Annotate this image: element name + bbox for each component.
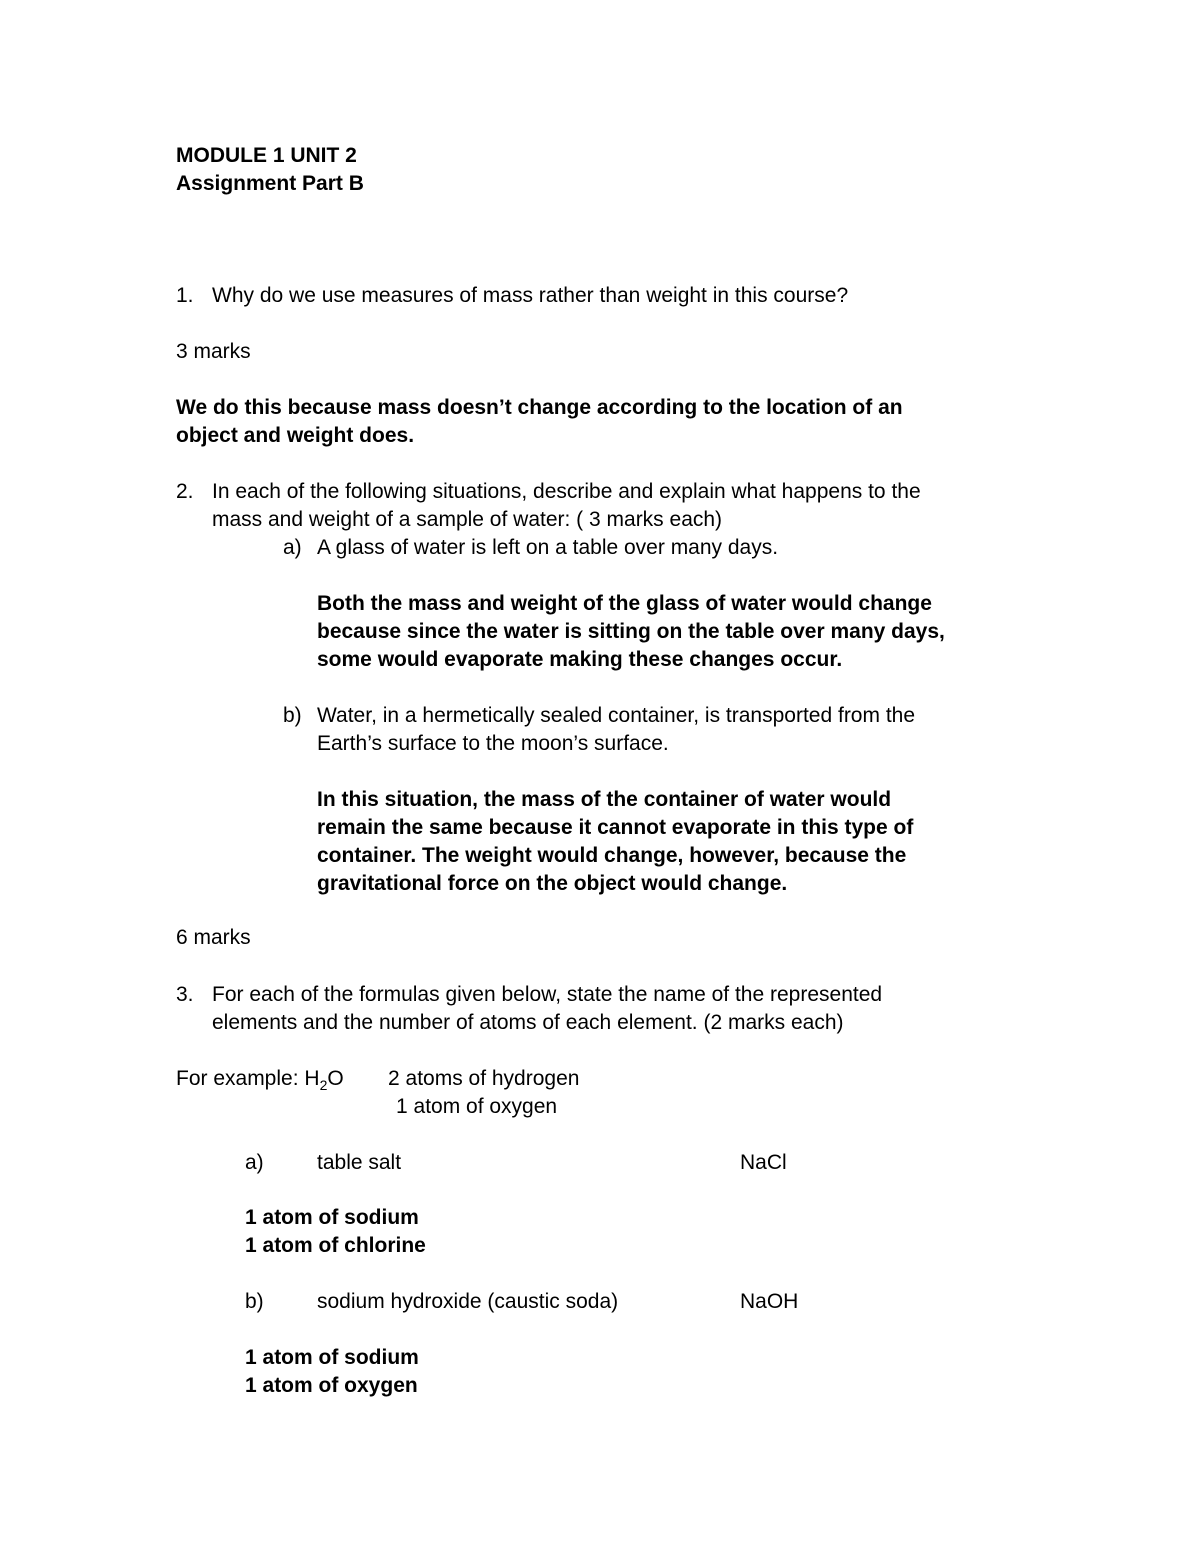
q1-answer-line-1: We do this because mass doesn’t change according to the location of an	[176, 396, 903, 419]
q2a-answer-line-1: Both the mass and weight of the glass of water would change	[317, 592, 932, 615]
example-formula-main: H	[304, 1067, 320, 1090]
example-prefix: For example:	[176, 1067, 305, 1090]
q1-number: 1.	[176, 284, 194, 307]
q1-question: Why do we use measures of mass rather than weight in this course?	[212, 284, 849, 307]
example-line-1: 2 atoms of hydrogen	[388, 1067, 580, 1090]
q2-marks: 6 marks	[176, 926, 251, 949]
q2b-answer-line-2: remain the same because it cannot evaporate in this type of	[317, 816, 914, 839]
q2-question-line-2: mass and weight of a sample of water: ( 3 marks each)	[212, 508, 723, 531]
q3a-formula: NaCl	[740, 1151, 787, 1174]
assignment-title: Assignment Part B	[176, 172, 364, 195]
q2b-label: b)	[283, 704, 302, 727]
module-title: MODULE 1 UNIT 2	[176, 144, 357, 167]
example-line-2: 1 atom of oxygen	[396, 1095, 558, 1118]
q3b-name: sodium hydroxide (caustic soda)	[317, 1290, 619, 1313]
example-formula	[176, 1065, 344, 1093]
q1-marks: 3 marks	[176, 340, 251, 363]
q2a-label: a)	[283, 536, 302, 559]
q3a-answer-line-2: 1 atom of chlorine	[245, 1234, 426, 1257]
q2a-answer-line-3: some would evaporate making these changes occur.	[317, 648, 843, 671]
example-formula-subscript: 2	[319, 1077, 328, 1093]
q3b-formula: NaOH	[740, 1290, 799, 1313]
q1-answer-line-2: object and weight does.	[176, 424, 415, 447]
q3a-name: table salt	[317, 1151, 402, 1174]
example-formula-end: O	[327, 1067, 344, 1090]
q3a-label: a)	[245, 1151, 264, 1174]
q2-question-line-1: In each of the following situations, describe and explain what happens to the	[212, 480, 921, 503]
q3b-label: b)	[245, 1290, 264, 1313]
q2b-answer-line-3: container. The weight would change, however, because the	[317, 844, 907, 867]
q3a-answer-line-1: 1 atom of sodium	[245, 1206, 419, 1229]
q2b-text-line-1: Water, in a hermetically sealed container, is transported from the	[317, 704, 916, 727]
q3-question-line-2: elements and the number of atoms of each element. (2 marks each)	[212, 1011, 844, 1034]
q3-question-line-1: For each of the formulas given below, state the name of the represented	[212, 983, 883, 1006]
q3-number: 3.	[176, 983, 194, 1006]
q3b-answer-line-1: 1 atom of sodium	[245, 1346, 419, 1369]
q2b-answer-line-4: gravitational force on the object would change.	[317, 872, 788, 895]
q3b-answer-line-2: 1 atom of oxygen	[245, 1374, 418, 1397]
q2b-answer-line-1: In this situation, the mass of the container of water would	[317, 788, 892, 811]
q2b-text-line-2: Earth’s surface to the moon’s surface.	[317, 732, 669, 755]
q2a-answer-line-2: because since the water is sitting on the table over many days,	[317, 620, 945, 643]
q2a-text: A glass of water is left on a table over many days.	[317, 536, 779, 559]
q2-number: 2.	[176, 480, 194, 503]
